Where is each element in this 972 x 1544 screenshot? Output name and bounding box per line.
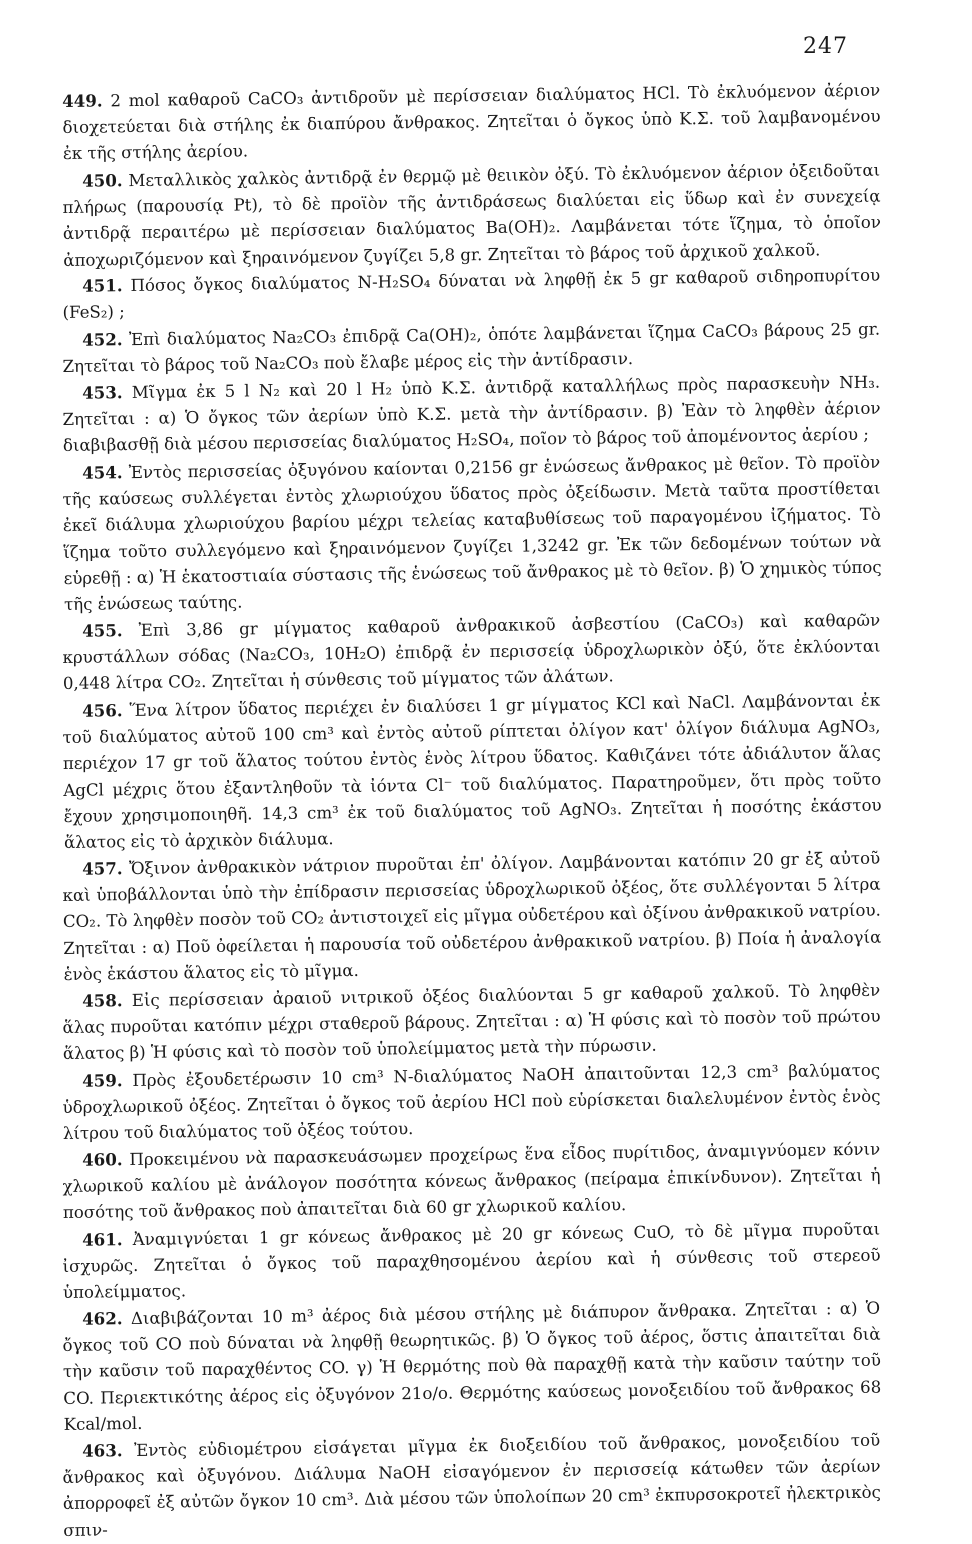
- problem-text: Ἐντὸς περισσείας ὀξυγόνου καίονται 0,2156 gr ἑνώσεως ἄνθρακος μὲ θεῖον. Τὸ προϊὸν τῆς καύσεως συλλέγεται ἐντὸς χλωριούχου ὕδατος πρὸς ὀξείδωσιν. Μετὰ ταῦτα προστίθεται ἐκεῖ διάλυμα χλωριούχου βαρίου μέχρι τελείας καταβυθίσεως τοῦ παραγομένου ἰζήματος. Τὸ ἵζημα τοῦτο συλλεγόμενο καὶ ξηραινόμενον ζυγίζει 1,3242 gr. Ἐκ τῶν δεδομένων τούτων νὰ εὑρεθῇ : α) Ἡ ἑκατοστιαία σύστασις τῆς ἑνώσεως τοῦ ἄνθρακος μὲ τὸ θεῖον. β) Ὁ χημικὸς τύπος τῆς ἑνώσεως ταύτης.: [62, 452, 882, 614]
- problem-text: Ἐπὶ 3,86 gr μίγματος καθαροῦ ἀνθρακικοῦ ἀσβεστίου (CaCO₃) καὶ καθαρῶν κρυστάλλων σόδας (Na₂CO₃, 10H₂O) ἐπιδρᾷ ἐν περισσείᾳ ὑδροχλωρικὸν ὀξύ, ὅτε ἐκλύονται 0,448 λίτρα CO₂. Ζητεῖται ἡ σύνθεσις τοῦ μίγματος τῶν ἀλάτων.: [62, 610, 881, 694]
- problem-number: 459.: [82, 1069, 123, 1091]
- page-number: 247: [803, 34, 848, 59]
- problem-text: Ἐπὶ διαλύματος Na₂CO₃ ἐπιδρᾷ Ca(OH)₂, ὁπότε λαμβάνεται ἵζημα CaCO₃ βάρους 25 gr. Ζητεῖται τὸ βάρος τοῦ Na₂CO₃ ποὺ ἔλαβε μέρος εἰς τὴν ἀντίδρασιν.: [62, 319, 881, 377]
- problem-text: Προκειμένου νὰ παρασκευάσωμεν προχείρως ἕνα εἶδος πυρίτιδος, ἀναμιγνύομεν κόνιν χλωρικοῦ καλίου μὲ ἀνάλογον ποσότητα κόνεως ἄνθρακος (πείραμα ἐπικίνδυνον). Ζητεῖται ἡ ποσότης τοῦ ἄνθρακος ποὺ ἀπαιτεῖται διὰ 60 gr χλωρικοῦ καλίου.: [62, 1139, 881, 1223]
- problem-text: Ἐντὸς εὐδιομέτρου εἰσάγεται μῖγμα ἐκ διοξειδίου τοῦ ἄνθρακος, μονοξειδίου τοῦ ἄνθρακος καὶ ὀξυγόνου. Διάλυμα NaOH εἰσαγόμενον ἐν περισσείᾳ κάτωθεν τῶν ἀερίων ἀπορροφεῖ ἐξ αὐτῶν ὄγκον 10 cm³. Διὰ μέσου τῶν ὑπολοίπων 20 cm³ ἐκπυρσοκροτεῖ ἠλεκτρικὸς σπιν-: [62, 1430, 881, 1540]
- problem-text: 2 mol καθαροῦ CaCO₃ ἀντιδροῦν μὲ περίσσειαν διαλύματος HCl. Τὸ ἐκλυόμενον ἀέριον διοχετεύεται διὰ στήλης ἐκ διαπύρου ἄνθρακος. Ζητεῖται ὁ ὄγκος ὑπὸ Κ.Σ. τοῦ λαμβανομένου ἐκ τῆς στήλης ἀερίου.: [62, 80, 881, 164]
- problem-459: [62, 1056, 881, 1147]
- problem-460: [62, 1136, 881, 1227]
- problem-455: [62, 607, 881, 698]
- problem-text: Εἰς περίσσειαν ἀραιοῦ νιτρικοῦ ὀξέος διαλύονται 5 gr καθαροῦ χαλκοῦ. Τὸ ληφθὲν ἅλας πυροῦται κατόπιν μέχρι σταθεροῦ βάρους. Ζητεῖται : α) Ἡ φύσις καὶ τὸ ποσὸν τοῦ πρώτου ἅλατος β) Ἡ φύσις καὶ τὸ ποσὸν τοῦ ὑπολείμματος μετὰ τὴν πύρωσιν.: [62, 980, 881, 1064]
- problem-text: Πόσος ὄγκος διαλύματος N-H₂SO₄ δύναται νὰ ληφθῇ ἐκ 5 gr καθαροῦ σιδηροπυρίτου (FeS₂) ;: [62, 266, 881, 323]
- problem-457: [62, 844, 882, 987]
- problem-458: [62, 976, 881, 1067]
- problem-text: Ἕνα λίτρον ὕδατος περιέχει ἐν διαλύσει 1 gr μίγματος KCl καὶ NaCl. Λαμβάνονται ἐκ τοῦ διαλύματος αὐτοῦ 100 cm³ καὶ ἐντὸς αὐτοῦ ρίπτεται ὀλίγον κατ' ὀλίγον διάλυμα AgNO₃, περιέχον 17 gr τοῦ ἅλατος τούτου ἐντὸς ἑνὸς λίτρου ὕδατος. Καθιζάνει τότε ἀδιάλυτον ἅλας AgCl μέχρις ὅτου ἐξαντληθοῦν τὰ ἰόντα Cl⁻ τοῦ διαλύματος. Παρατηροῦμεν, ὅτι πρὸς τοῦτο ἔχουν χρησιμοποιηθῆ. 14,3 cm³ ἐκ τοῦ διαλύματος τοῦ AgNO₃. Ζητεῖται ἡ ποσότης ἑκάστου ἅλατος εἰς τὸ ἀρχικὸν διάλυμα.: [62, 690, 882, 852]
- problem-number: 456.: [82, 699, 123, 721]
- problem-number: 457.: [82, 858, 123, 879]
- problem-number: 453.: [82, 382, 123, 403]
- problem-number: 454.: [82, 461, 123, 483]
- problem-number: 450.: [82, 169, 123, 191]
- problem-456: [62, 686, 882, 856]
- problem-text: Μῖγμα ἐκ 5 l N₂ καὶ 20 l H₂ ὑπὸ Κ.Σ. ἀντιδρᾷ καταλλήλως πρὸς παρασκευὴν NH₃. Ζητεῖται : α) Ὁ ὄγκος τῶν ἀερίων ὑπὸ Κ.Σ. μετὰ τὴν ἀντίδρασιν. β) Ἐὰν τὸ ληφθὲν ἀέριον διαβιβασθῇ διὰ μέσου περισσείας διαλύματος H₂SO₄, ποῖον τὸ βάρος τοῦ ἀπομένοντος ἀερίου ;: [62, 372, 881, 456]
- problem-number: 463.: [82, 1440, 123, 1462]
- problem-number: 461.: [82, 1228, 123, 1250]
- problem-450: [62, 156, 881, 273]
- problem-text: Πρὸς ἐξουδετέρωσιν 10 cm³ N-διαλύματος NaOH ἀπαιτοῦνται 12,3 cm³ βαλύματος ὑδροχλωρικοῦ ὀξέος. Ζητεῖται ὁ ὄγκος τοῦ ἀερίου HCl ποὺ εὑρίσκεται διαλελυμένον ἐντὸς ἑνὸς λίτρου τοῦ διαλύματος τοῦ ὀξέος τούτου.: [62, 1060, 881, 1143]
- problem-number: 451.: [82, 275, 123, 297]
- problem-449: [62, 77, 881, 168]
- problem-number: 460.: [82, 1149, 123, 1170]
- problem-number: 458.: [82, 990, 123, 1011]
- problem-462: [62, 1295, 882, 1438]
- problem-number: 452.: [82, 328, 123, 350]
- problem-number: 455.: [82, 620, 123, 641]
- problem-454: [62, 448, 882, 618]
- problem-text: Διαβιβάζονται 10 m³ ἀέρος διὰ μέσου στήλης μὲ διάπυρον ἄνθρακα. Ζητεῖται : α) Ὁ ὄγκος τοῦ CO ποὺ δύναται νὰ ληφθῇ θεωρητικῶς. β) Ὁ ὄγκος τοῦ ἀέρος, ὅστις ἀπαιτεῖται διὰ τὴν καῦσιν τοῦ παραχθέντος CO. γ) Ἡ θερμότης ποὺ θὰ παραχθῇ κατὰ τὴν καῦσιν ταύτην τοῦ CO. Περιεκτικότης ἀέρος εἰς ὀξυγόνον 21ο/ο. Θερμότης καύσεως μονοξειδίου τοῦ ἄνθρακος 68 Kcal/mol.: [62, 1298, 882, 1435]
- problem-text: Ὄξινον ἀνθρακικὸν νάτριον πυροῦται ἐπ' ὀλίγον. Λαμβάνονται κατόπιν 20 gr ἐξ αὐτοῦ καὶ ὑποβάλλονται ὑπὸ τὴν ἐπίδρασιν περισσείας ὑδροχλωρικοῦ ὀξέος, ὅτε συλλέγονται 5 λίτρα CO₂. Τὸ ληφθὲν ποσὸν τοῦ CO₂ ἀντιστοιχεῖ εἰς μῖγμα οὐδετέρου καὶ ὀξίνου ἀνθρακικοῦ νατρίου. Ζητεῖται : α) Ποῦ ὀφείλεται ἡ παρουσία τοῦ οὐδετέρου ἀνθρακικοῦ νατρίου. β) Ποία ἡ ἀναλογία ἑνὸς ἑκάστου ἅλατος εἰς τὸ μῖγμα.: [62, 848, 882, 984]
- problem-463: [62, 1427, 881, 1544]
- problem-number: 449.: [62, 90, 103, 111]
- problem-text: Ἀναμιγνύεται 1 gr κόνεως ἄνθρακος μὲ 20 gr κόνεως CuO, τὸ δὲ μῖγμα πυροῦται ἰσχυρῶς. Ζητεῖται ὁ ὄγκος τοῦ παραχθησομένου ἀερίου καὶ ἡ σύνθεσις τοῦ στερεοῦ ὑπολείμματος.: [62, 1219, 881, 1303]
- problem-461: [62, 1215, 881, 1306]
- problem-number: 462.: [82, 1308, 123, 1330]
- problem-text: Μεταλλικὸς χαλκὸς ἀντιδρᾷ ἐν θερμῷ μὲ θειικὸν ὀξύ. Τὸ ἐκλυόμενον ἀέριον ὀξειδοῦται πλήρως (παρουσίᾳ Pt), τὸ δὲ προϊὸν τῆς ἀντιδράσεως διαλύεται εἰς ὕδωρ καὶ ἐν συνεχείᾳ ἀντιδρᾷ περαιτέρω μὲ περίσσειαν διαλύματος Ba(OH)₂. Λαμβάνεται τότε ἵζημα, τὸ ὁποῖον ἀποχωριζόμενον καὶ ξηραινόμενον ζυγίζει 5,8 gr. Ζητεῖται τὸ βάρος τοῦ ἀρχικοῦ χαλκοῦ.: [62, 160, 881, 270]
- problem-453: [62, 369, 881, 460]
